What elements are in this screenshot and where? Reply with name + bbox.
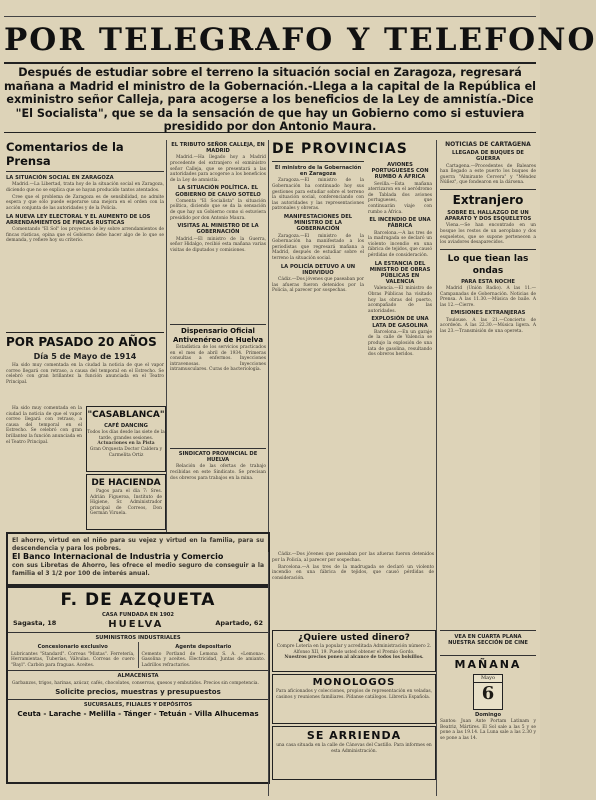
ad-tagline: Solicite precios, muestras y presupuestos — [55, 688, 221, 697]
ad-text: Para aficionados y colecciones, propios de representación en veladas, casinos y reuniones familiares. Pídanse catálogos. Librería Española. — [276, 689, 432, 700]
section-title-dispensario: Dispensario Oficial Antivenéreo de Huelva — [172, 327, 264, 344]
ad-text: El ahorro, virtud en el niño para su vejez y virtud en la familia, para su descendencia y para los pobres. — [12, 537, 264, 552]
ad-title: F. DE AZQUETA — [60, 590, 216, 610]
por-pasado-section — [6, 332, 164, 403]
ad-title: "CASABLANCA" — [87, 410, 165, 420]
column-noticias-madrid — [170, 140, 266, 320]
ad-box: Apartado, 62 — [215, 619, 263, 628]
section-title-cartagena: NOTICIAS DE CARTAGENA — [445, 141, 531, 148]
notice-text: VEA EN CUARTA PLANA NUESTRA SECCIÓN DE CINE — [448, 634, 528, 647]
article-text: Ha sido muy comentada en la ciudad la noticia de que el vapor correo llegará con retraso, a causa del temporal en el Estrecho. Se celebró con gran brillantez la función anunciada en el Teatro Principal. — [6, 406, 82, 445]
column-divider — [436, 140, 437, 796]
column-right — [440, 140, 536, 626]
vea-cuarta-plana — [440, 630, 536, 656]
subheading: LA SITUACIÓN SOCIAL EN ZARAGOZA — [6, 175, 114, 181]
subheading: MANIFESTACIONES DEL MINISTRO DE LA GOBERNACIÓN — [283, 213, 353, 233]
ad-col-text: Lubricantes "Standard". Correas "Mixtas". Ferretería, Herramientas, Tuberías, Válvulas. Correas de cuero "Bayl". Carbón para fraguas. Aceites. — [11, 651, 135, 668]
article-text: Cádiz.—Dos jóvenes que paseaban por las afueras fueron detenidos por la Policía, al parecer por sospechas. — [272, 276, 364, 294]
article-text: Comentando "El Sol" los proyectos de ley sobre arrendamientos de fincas rústicas, opina que el Gobierno debe hacer algo de lo que se demanda, y refiere hoy su criterio. — [6, 227, 164, 244]
subheading: LA POLICÍA DETUVO A UN INDIVIDUO — [280, 263, 356, 276]
subheading: EMISIONES EXTRANJERAS — [450, 310, 526, 317]
column-divider — [268, 140, 269, 548]
article-text: Barcelona.—En un garaje de la calle de Valencia se produjo la explosión de una lata de gasolina, resultando dos obreros heridos. — [368, 329, 432, 358]
masthead-title: POR TELEGRAFO Y TELEFONO — [4, 18, 536, 64]
ad-se-arrienda — [272, 726, 436, 780]
date-line: Día 5 de Mayo de 1914 — [33, 352, 137, 361]
article-text: Ha sido muy comentada en la ciudad la noticia de que el vapor correo llegará con retraso, a causa del temporal en el Estrecho. Se celebró con gran brillantez la función anunciada en el Teatro Principal. — [6, 363, 164, 385]
article-text: Relación de las ofertas de trabajo recibidas en este Sindicato. Se precisan dos obreros para trabajos en la mina. — [170, 464, 266, 481]
subheading: El ministro de la Gobernación en Zaragoza — [274, 165, 362, 178]
calendar-month: Mayo — [474, 675, 502, 683]
column-divider — [268, 552, 269, 796]
por-pasado-continuation — [6, 406, 82, 526]
subheading: LA NUEVA LEY ELECTORAL Y EL AUMENTO DE LOS ARRENDAMIENTOS DE FINCAS RUSTICAS — [6, 213, 151, 226]
ad-quiere-dinero — [272, 630, 436, 672]
ad-section-heading: SUMINISTROS INDUSTRIALES — [95, 635, 181, 642]
ad-city: HUELVA — [108, 619, 164, 631]
bank-name: El Banco Internacional de Industria y Comercio — [12, 552, 224, 561]
subheading: SOBRE EL HALLAZGO DE UN APARATO Y DOS ESQUELETOS — [444, 209, 532, 223]
section-title-por-pasado: POR PASADO 20 AÑOS — [6, 335, 157, 349]
calendar-day: 6 — [481, 683, 495, 704]
column-divider — [166, 140, 167, 548]
article-text: Madrid.—La Libertad, trata hoy de la situación social en Zaragoza, diciendo que no se explica que se hayan producido tantos atentados. Cree que el problema de Zaragoza es de sensibilidad, no admite espera y que sólo puede esperarse una mejora en el orden con la acción conjunta de las autoridades y de la Policía. — [6, 182, 164, 212]
article-text: Madrid (Unión Radio). A las 11.—Campanadas de Gobernación. Noticias de Prensa. A las 11.30.—Música de baile. A las 12.—Cierre. — [440, 285, 536, 308]
ad-col-heading: Concesionario exclusivo — [37, 644, 108, 651]
ad-banco — [6, 532, 270, 586]
ad-monologos — [272, 674, 436, 724]
column-comentarios — [6, 140, 164, 328]
ad-two-columns — [8, 642, 268, 668]
article-text: Estadística de los servicios practicados en el mes de abril de 1934. Primeras consultas a enfermos. Inyecciones intravenosas. Inyecciones intramusculares. Curas de bacteriología. — [170, 345, 266, 373]
ad-address-row — [8, 619, 268, 630]
ad-text: Nuestros precios ponen al alcance de todos los bolsillos. — [284, 655, 424, 661]
ad-title: SE ARRIENDA — [306, 729, 402, 742]
ad-street: Sagasta, 18 — [13, 619, 57, 628]
article-text: Viena.—Se han encontrado en un bosque los restos de un aeroplano y dos esqueletos, que se supone pertenecen a los aviadores desaparecidos. — [440, 223, 536, 246]
subheading: EL TRIBUTO SEÑOR CALLEJA, EN MADRID — [171, 142, 265, 155]
ad-text: Garbanzos, trigos, harinas, azúcar, cafés, chocolates, conservas, quesos y embutidos. Precios sin competencia. — [12, 680, 259, 686]
ad-hacienda — [86, 474, 166, 530]
ad-text: una casa situada en la calle de Cánovas del Castillo. Para informes en esta Administración. — [276, 743, 432, 754]
ad-title: ¿Quiere usted dinero? — [298, 633, 410, 643]
subheading: PARA ESTA NOCHE — [461, 278, 515, 285]
ad-left-col — [8, 642, 139, 668]
subheading: LLEGADA DE BUQUES DE GUERRA — [452, 150, 524, 163]
dispensario-section — [170, 324, 266, 445]
article-text: Comenta "El Socialista" la situación política, diciendo que se da la sensación de que hay un Gobierno como si estuviera presidido por don Antonio Maura. — [170, 198, 266, 221]
section-title-ondas: Lo que tiean las ondas — [447, 253, 529, 276]
manana-calendar — [440, 658, 536, 778]
page-header-rule — [4, 2, 536, 17]
subheading: AVIONES PORTUGUESES CON RUMBO A ÁFRICA — [371, 162, 429, 181]
article-text: Valencia.—El ministro de Obras Públicas ha visitado hoy las obras del puerto, acompañado de las autoridades. — [368, 286, 432, 314]
ad-subtitle: CAFÉ DANCING — [104, 423, 148, 429]
ad-text: con sus Libretas de Ahorro, les ofrece el medio seguro de conseguir a la familia el 3 1/2 por 100 de interés anual. — [12, 562, 264, 577]
section-title-provincias: DE PROVINCIAS — [272, 141, 408, 157]
subheading: VISITAS AL MINISTRO DE LA GOBERNACIÓN — [177, 223, 259, 236]
article-text: Zaragoza.—El ministro de la Gobernación ha manifestado a los periodistas que regresará mañana a Madrid, después de estudiar sobre el terreno la situación social. — [272, 233, 364, 261]
ad-text: Compre Lotería en la popular y acreditada Administración número 2. Alfonso XII, 19. Puede usted obtener el Premio Gordo. — [276, 644, 432, 655]
article-text: Barcelona.—A las tres de la madrugada se declaró un violento incendio en una fábrica de tejidos, que causó pérdidas de consideración. — [368, 230, 432, 258]
ad-subtitle: CASA FUNDADA EN 1902 — [101, 612, 175, 618]
calendar-title: MAÑANA — [454, 658, 522, 671]
subheading: EL INCENDIO DE UNA FÁBRICA — [369, 217, 431, 230]
ad-right-col — [139, 642, 269, 668]
article-text: Madrid.—Ha llegado hoy a Madrid procedente del extranjero el exministro señor Calleja, que se presentará a las autoridades para acogerse a los beneficios de la Ley de amnistía. — [170, 155, 266, 183]
subheading: EXPLOSIÓN DE UNA LATA DE GASOLINA — [371, 316, 429, 329]
subheading: LA ESTANCIA DEL MINISTRO DE OBRAS PÚBLICAS EN VALENCIA — [369, 260, 431, 286]
ad-col-heading: Agente depositario — [175, 644, 232, 651]
article-text: Zaragoza.—El ministro de la Gobernación ha continuado hoy sus gestiones para estudiar sobre el terreno la situación social, conferenciando con las autoridades y las representaciones patronales y obreras. — [272, 178, 364, 212]
ad-section-heading: ALMACENISTA — [117, 673, 159, 680]
section-title-sindicato: SINDICATO PROVINCIAL DE HUELVA — [178, 451, 258, 464]
article-text: Cádiz.—Dos jóvenes que paseaban por las afueras fueron detenidos por la Policía, al parecer por sospechas. Barcelona.—A las tres de la madrugada se declaró un violento incendio en una fábrica de tejidos, que causó pérdidas de consideración. — [272, 552, 434, 581]
col3-continuation — [272, 552, 434, 628]
ad-title: MONOLOGOS — [312, 677, 396, 688]
article-text: Sevilla.—Esta mañana aterrizaron en el aeródromo de Tablada dos aviones portugueses, que continuarán viaje con rumbo a África. — [368, 181, 432, 215]
subheading: LA SITUACIÓN POLÍTICA. EL GOBIERNO DE CALVO SOTELO — [175, 185, 261, 198]
article-text: Pagos para el día 7: Sres. Adrián Figueroa, Instituto de Higiene, Sr. Administrador principal de Correos, Don Germán Viruela. — [90, 489, 162, 517]
ad-text: Todos los días desde las siete de la tarde, grandes sesiones. Actuaciones en la Pista Gran Orquesta Doctor Caldera y Carmelita Ortiz — [87, 430, 165, 458]
ad-section-heading: SUCURSALES, FILIALES Y DEPÓSITOS — [83, 702, 193, 709]
section-title-extranjero: Extranjero — [452, 192, 524, 207]
ad-col-text: Cemento Portland de Lemona S. A. «Lemona». Gasolina y aceites. Electricidad, Juntas de amianto. Ladrillos refractarios. — [141, 651, 265, 668]
article-text: Cartagena.—Procedentes de Baleares han llegado a este puerto los buques de guerra "Almirante Cervera" y "Méndez Núñez", que fondearon en la dársena. — [440, 163, 536, 186]
section-title-hacienda: DE HACIENDA — [91, 478, 161, 488]
ad-azqueta — [6, 586, 270, 784]
calendar-weekday: Domingo — [474, 712, 502, 718]
calendar-box — [473, 674, 503, 710]
ad-casablanca — [86, 406, 166, 472]
article-text: Madrid.—El ministro de la Guerra, señor Hidalgo, recibió esta mañana varias visitas de diputados y comisiones. — [170, 236, 266, 253]
section-title-comentarios: Comentarios de la Prensa — [6, 140, 124, 168]
column-provincias-2 — [368, 160, 432, 548]
main-headline: Después de estudiar sobre el terreno la situación social en Zaragoza, regresará mañana a Madrid el ministro de la Gobernación.-Llega a la capital de la República el exministro señor Calleja, para acogerse a los beneficios de la Ley de amnistía.-Dice "El Socialista", que se da la sensación de que hay un Gobierno como si estuviera presidido por don Antonio Maura. — [4, 66, 537, 134]
article-text: Toulouse. A las 21.—Concierto de acordeón. A las 22.30.—Música ligera. A las 23.—Transmisión de una opereta. — [440, 317, 536, 334]
calendar-text: Santos: Juan Ante Portam Latinam y Beatriz, Mártires. El Sol sale a las 5 y se pone a las 19.14. La Luna sale a las 2.30 y se pone a las 14. — [440, 719, 536, 741]
ad-cities: Ceuta - Larache - Melilla - Tánger - Tetuán - Villa Alhucemas — [17, 709, 259, 719]
